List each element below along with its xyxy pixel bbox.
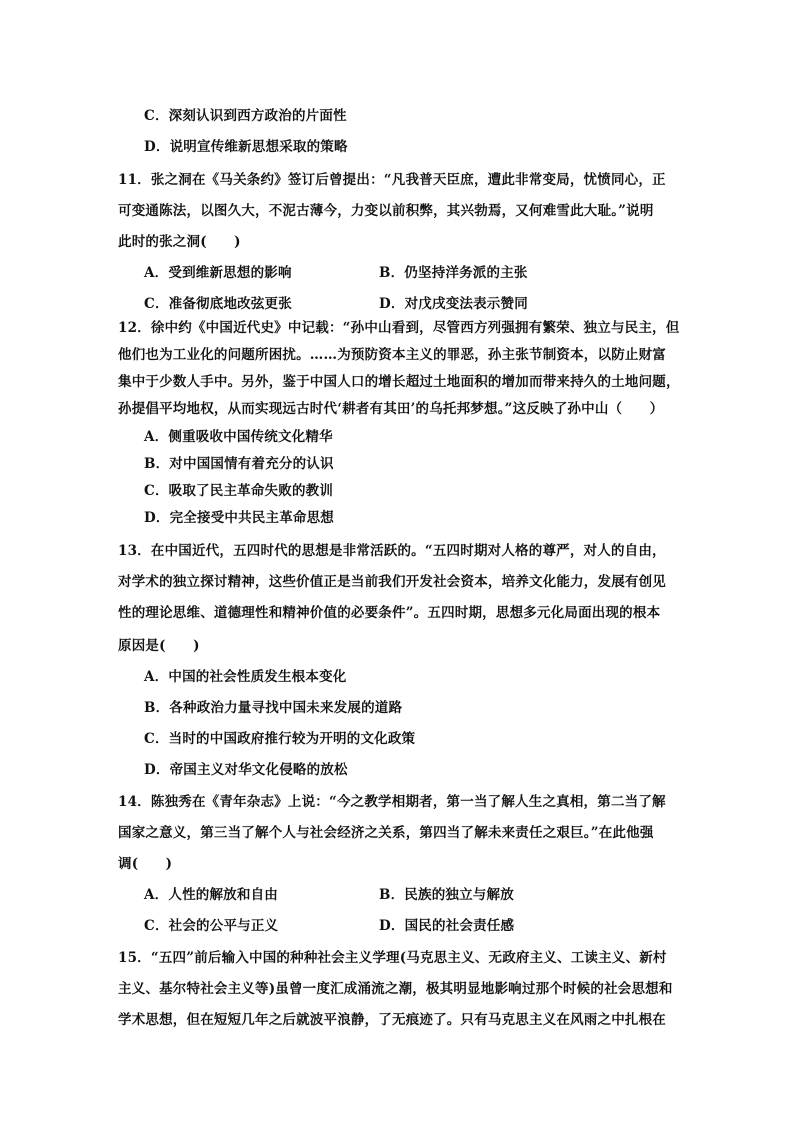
question-14-line-3: 调( ) [118,856,173,872]
question-12-line-2: 他们也为工业化的问题所困扰。……为预防资本主义的罪恶，孙主张节制资本，以防止财富 [118,347,666,363]
question-15-line-2: 主义、基尔特社会主义等)虽曾一度汇成涌流之潮，极其明显地影响过那个时候的社会思想和 [118,981,673,997]
question-13-option-d: D．帝国主义对华文化侵略的放松 [144,762,348,778]
question-12-option-b: B．对中国国情有着充分的认识 [144,456,334,472]
question-11-line-2: 可变通陈法，以图久大，不泥古薄今，力变以前积弊，其兴勃焉，又何难雪此大耻。”说明 [118,203,654,219]
question-14-line-2: 国家之意义，第三当了解个人与社会经济之关系，第四当了解未来责任之艰巨。”在此他强 [118,825,654,841]
question-12-line-3: 集中于少数人手中。另外，鉴于中国人口的增长超过土地面积的增加而带来持久的土地问题， [118,374,680,390]
question-11-option-c: C．准备彻底地改弦更张 [144,296,292,312]
question-14-option-a: A．人性的解放和自由 [144,887,278,903]
option-d-prev: D．说明宣传维新思想采取的策略 [144,139,348,155]
question-11-option-d: D．对戊戌变法表示赞同 [379,296,528,312]
question-13-option-c: C．当时的中国政府推行较为开明的文化政策 [144,731,416,747]
question-15-line-1: 15．“五四”前后输入中国的种种社会主义学理(马克思主义、无政府主义、工读主义、新村 [118,950,667,966]
question-14-option-b: B．民族的独立与解放 [379,887,514,903]
option-c-prev: C．深刻认识到西方政治的片面性 [144,108,347,124]
question-12-line-4: 孙提倡平均地权，从而实现远古时代‘耕者有其田’的乌托邦梦想。”这反映了孙中山（ ） [118,401,664,417]
question-13-option-a: A．中国的社会性质发生根本变化 [144,669,347,685]
question-11-line-1: 11．张之洞在《马关条约》签订后曾提出：“凡我普天臣庶，遭此非常变局，忧愤同心，正 [118,172,666,188]
question-12-option-c: C．吸取了民主革命失败的教训 [144,483,334,499]
question-14-line-1: 14．陈独秀在《青年杂志》上说：“今之教学相期者，第一当了解人生之真相，第二当了解 [118,794,666,810]
question-13-line-3: 性的理论思维、道德理性和精神价值的必要条件”。五四时期，思想多元化局面出现的根本 [118,605,661,621]
question-13-line-1: 13．在中国近代，五四时代的思想是非常活跃的。“五四时期对人格的尊严，对人的自由， [118,543,666,559]
question-15-line-3: 学术思想，但在短短几年之后就波平浪静，了无痕迹了。只有马克思主义在风雨之中扎根在 [118,1012,666,1028]
question-14-option-d: D．国民的社会责任感 [379,918,515,934]
question-12-line-1: 12．徐中约《中国近代史》中记载：“孙中山看到，尽管西方列强拥有繁荣、独立与民主，但 [118,320,680,336]
question-11-option-b: B．仍坚持洋务派的主张 [379,265,528,281]
question-13-option-b: B．各种政治力量寻找中国未来发展的道路 [144,700,403,716]
question-13-line-2: 对学术的独立探讨精神，这些价值正是当前我们开发社会资本，培养文化能力，发展有创见 [118,574,666,590]
question-13-line-4: 原因是( ) [118,638,200,654]
question-11-line-3: 此时的张之洞( ) [118,234,241,250]
question-12-option-a: A．侧重吸收中国传统文化精华 [144,429,333,445]
question-12-option-d: D．完全接受中共民主革命思想 [144,510,335,526]
question-11-option-a: A．受到维新思想的影响 [144,265,292,281]
question-14-option-c: C．社会的公平与正义 [144,918,279,934]
